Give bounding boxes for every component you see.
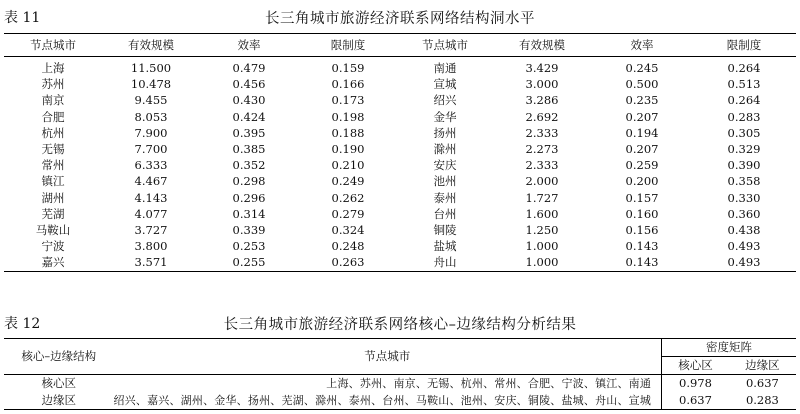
- table11-header-cell: 限制度: [298, 34, 398, 57]
- table11-cell: 舟山: [433, 255, 457, 270]
- table11-cell: 6.333: [134, 158, 168, 173]
- table11-cell: 0.207: [625, 109, 659, 124]
- table11-cell: 7.900: [134, 125, 168, 140]
- table11-cell: 0.314: [232, 206, 266, 221]
- table11-cell: 1.250: [525, 223, 559, 238]
- table11-cell: 3.429: [525, 61, 559, 75]
- table11-cell: 10.478: [130, 77, 172, 92]
- table11-cell: 宁波: [41, 239, 65, 254]
- table11-cell: 0.360: [727, 206, 761, 221]
- table12-caption: [4, 311, 796, 333]
- table11-cell: 台州: [433, 206, 457, 221]
- table11-cell: 0.352: [232, 158, 266, 173]
- table11-cell: 0.390: [727, 158, 761, 173]
- table12-body: [4, 375, 796, 410]
- table11-cell: 0.395: [232, 125, 266, 140]
- table11-cell: 滁州: [433, 142, 457, 157]
- table12-core-cell: 0.637: [662, 392, 729, 410]
- table12-title: 长三角城市旅游经济联系网络核心–边缘结构分析结果: [223, 317, 577, 333]
- table-row: [4, 109, 796, 125]
- table11-cell: 0.160: [625, 206, 659, 221]
- table11-header-cell: 有效规模: [102, 34, 200, 57]
- table11-cell: 铜陵: [433, 223, 457, 238]
- table11-cell: 0.264: [727, 61, 761, 75]
- table11-header-cell: 有效规模: [492, 34, 592, 57]
- table12-core-cell: 0.978: [662, 375, 729, 393]
- table11-cell: 泰州: [433, 190, 457, 205]
- table11-header-cell: 效率: [200, 34, 298, 57]
- table11-cell: 0.493: [727, 255, 761, 270]
- table11-cell: 常州: [41, 158, 65, 173]
- table11-cell: 1.600: [525, 206, 559, 221]
- table11-cell: 0.513: [727, 77, 761, 92]
- table12-periphery-cell: 0.637: [745, 376, 779, 390]
- table11-cell: 0.173: [331, 93, 365, 108]
- table11-cell: 8.053: [134, 109, 168, 124]
- table-row: [4, 375, 796, 393]
- table11-cell: 3.800: [134, 239, 168, 254]
- table11-cell: 合肥: [41, 109, 65, 124]
- table11-cell: 0.438: [727, 223, 761, 238]
- table11-cell: 0.329: [727, 142, 761, 157]
- table11-cell: 上海: [41, 61, 65, 75]
- table11-cell: 0.210: [331, 158, 365, 173]
- table11-cell: 南京: [41, 93, 65, 108]
- table11-cell: 湖州: [41, 190, 65, 205]
- table11-cell: 1.000: [525, 239, 559, 254]
- table11-cell: 0.245: [625, 61, 659, 75]
- table11-cell: 3.571: [134, 255, 168, 270]
- table11-cell: 0.385: [232, 142, 266, 157]
- table11-cell: 镇江: [41, 174, 65, 189]
- table11-cell: 1.000: [525, 255, 559, 270]
- table11-cell: 芜湖: [41, 206, 65, 221]
- table11-cell: 3.727: [134, 223, 168, 238]
- table11: [4, 33, 796, 272]
- table11-cell: 0.249: [331, 174, 365, 189]
- table11-cell: 0.298: [232, 174, 266, 189]
- table11-cell: 0.190: [331, 142, 365, 157]
- table11-cell: 嘉兴: [41, 255, 65, 270]
- table11-cell: 安庆: [433, 158, 457, 173]
- table11-cell: 0.358: [727, 174, 761, 189]
- table-row: [4, 157, 796, 173]
- table11-cell: 0.262: [331, 190, 365, 205]
- table11-cell: 0.200: [625, 174, 659, 189]
- table11-cell: 宣城: [433, 77, 457, 92]
- table11-cell: 苏州: [41, 77, 65, 92]
- table11-cell: 0.235: [625, 93, 659, 108]
- table11-cell: 0.143: [625, 239, 659, 254]
- table11-cell: 0.279: [331, 206, 365, 221]
- table11-cell: 0.283: [727, 109, 761, 124]
- table11-cell: 0.194: [625, 125, 659, 140]
- table12-label: 表 12: [4, 316, 41, 332]
- table11-cell: 0.143: [625, 255, 659, 270]
- table12-cities-cell: 上海、苏州、南京、无锡、杭州、常州、合肥、宁波、镇江、南通: [326, 377, 652, 390]
- table11-cell: 金华: [433, 109, 457, 124]
- table11-header-cell: 节点城市: [398, 34, 492, 57]
- table11-cell: 0.253: [232, 239, 266, 254]
- table11-cell: 2.333: [525, 125, 559, 140]
- table11-cell: 0.296: [232, 190, 266, 205]
- table11-cell: 绍兴: [433, 93, 457, 108]
- table11-cell: 0.264: [727, 93, 761, 108]
- table11-cell: 南通: [433, 61, 457, 75]
- table-row: [4, 238, 796, 254]
- table-row: [4, 190, 796, 206]
- table11-label: 表 11: [4, 10, 41, 26]
- table11-title: 长三角城市旅游经济联系网络结构洞水平: [265, 11, 535, 27]
- table11-cell: 0.424: [232, 109, 266, 124]
- table11-header-cell: 效率: [592, 34, 692, 57]
- table-row: [4, 141, 796, 157]
- table12-header-structure: 核心–边缘结构: [4, 339, 113, 375]
- table11-cell: 2.692: [525, 109, 559, 124]
- table11-cell: 1.727: [525, 190, 559, 205]
- table11-cell: 扬州: [433, 125, 457, 140]
- table12-cities-cell: 绍兴、嘉兴、湖州、金华、扬州、芜湖、滁州、泰州、台州、马鞍山、池州、安庆、铜陵、盐城、舟山、宣城: [113, 394, 652, 407]
- table11-cell: 0.207: [625, 142, 659, 157]
- table11-cell: 0.324: [331, 223, 365, 238]
- table11-cell: 2.273: [525, 142, 559, 157]
- table11-cell: 0.339: [232, 223, 266, 238]
- table11-cell: 11.500: [130, 61, 172, 75]
- table-row: [4, 254, 796, 271]
- table11-cell: 0.493: [727, 239, 761, 254]
- table11-cell: 马鞍山: [35, 223, 71, 238]
- table12-header-core: 核心区: [662, 357, 729, 375]
- table12-zone-cell: 核心区: [41, 376, 76, 390]
- table11-cell: 0.500: [625, 77, 659, 92]
- table12: [4, 338, 796, 410]
- table11-cell: 4.467: [134, 174, 168, 189]
- table11-cell: 无锡: [41, 142, 65, 157]
- table11-cell: 0.305: [727, 125, 761, 140]
- table-row: [4, 57, 796, 77]
- table11-cell: 0.430: [232, 93, 266, 108]
- table-row: [4, 125, 796, 141]
- table-row: [4, 222, 796, 238]
- table11-cell: 0.255: [232, 255, 266, 270]
- table11-cell: 0.330: [727, 190, 761, 205]
- table-row: [4, 392, 796, 410]
- table11-caption: [4, 5, 796, 27]
- table12-zone-cell: 边缘区: [41, 393, 76, 407]
- table12-header-cities: 节点城市: [113, 339, 661, 375]
- table11-cell: 0.157: [625, 190, 659, 205]
- table11-cell: 4.143: [134, 190, 168, 205]
- table-row: [4, 76, 796, 92]
- table11-cell: 9.455: [134, 93, 168, 108]
- table-row: [4, 206, 796, 222]
- table11-cell: 0.188: [331, 125, 365, 140]
- table11-cell: 3.286: [525, 93, 559, 108]
- table12-header-periphery: 边缘区: [729, 357, 796, 375]
- table11-cell: 0.159: [331, 61, 365, 75]
- table12-header-density: 密度矩阵: [662, 339, 796, 357]
- table11-cell: 0.263: [331, 255, 365, 270]
- table12-periphery-cell: 0.283: [745, 393, 779, 407]
- table11-cell: 2.000: [525, 174, 559, 189]
- table11-cell: 3.000: [525, 77, 559, 92]
- table11-cell: 盐城: [433, 239, 457, 254]
- table11-cell: 4.077: [134, 206, 168, 221]
- table11-header-cell: 节点城市: [4, 34, 102, 57]
- table11-body: [4, 57, 796, 272]
- table11-cell: 池州: [433, 174, 457, 189]
- table11-cell: 2.333: [525, 158, 559, 173]
- table-row: [4, 92, 796, 108]
- table11-cell: 杭州: [41, 125, 65, 140]
- table11-cell: 0.248: [331, 239, 365, 254]
- table11-header-row: [4, 34, 796, 57]
- table11-cell: 0.259: [625, 158, 659, 173]
- table11-cell: 0.156: [625, 223, 659, 238]
- table11-cell: 0.456: [232, 77, 266, 92]
- table11-cell: 0.479: [232, 61, 266, 75]
- table-row: [4, 173, 796, 189]
- table11-cell: 0.166: [331, 77, 365, 92]
- table11-cell: 7.700: [134, 142, 168, 157]
- table11-header-cell: 限制度: [692, 34, 796, 57]
- table11-cell: 0.198: [331, 109, 365, 124]
